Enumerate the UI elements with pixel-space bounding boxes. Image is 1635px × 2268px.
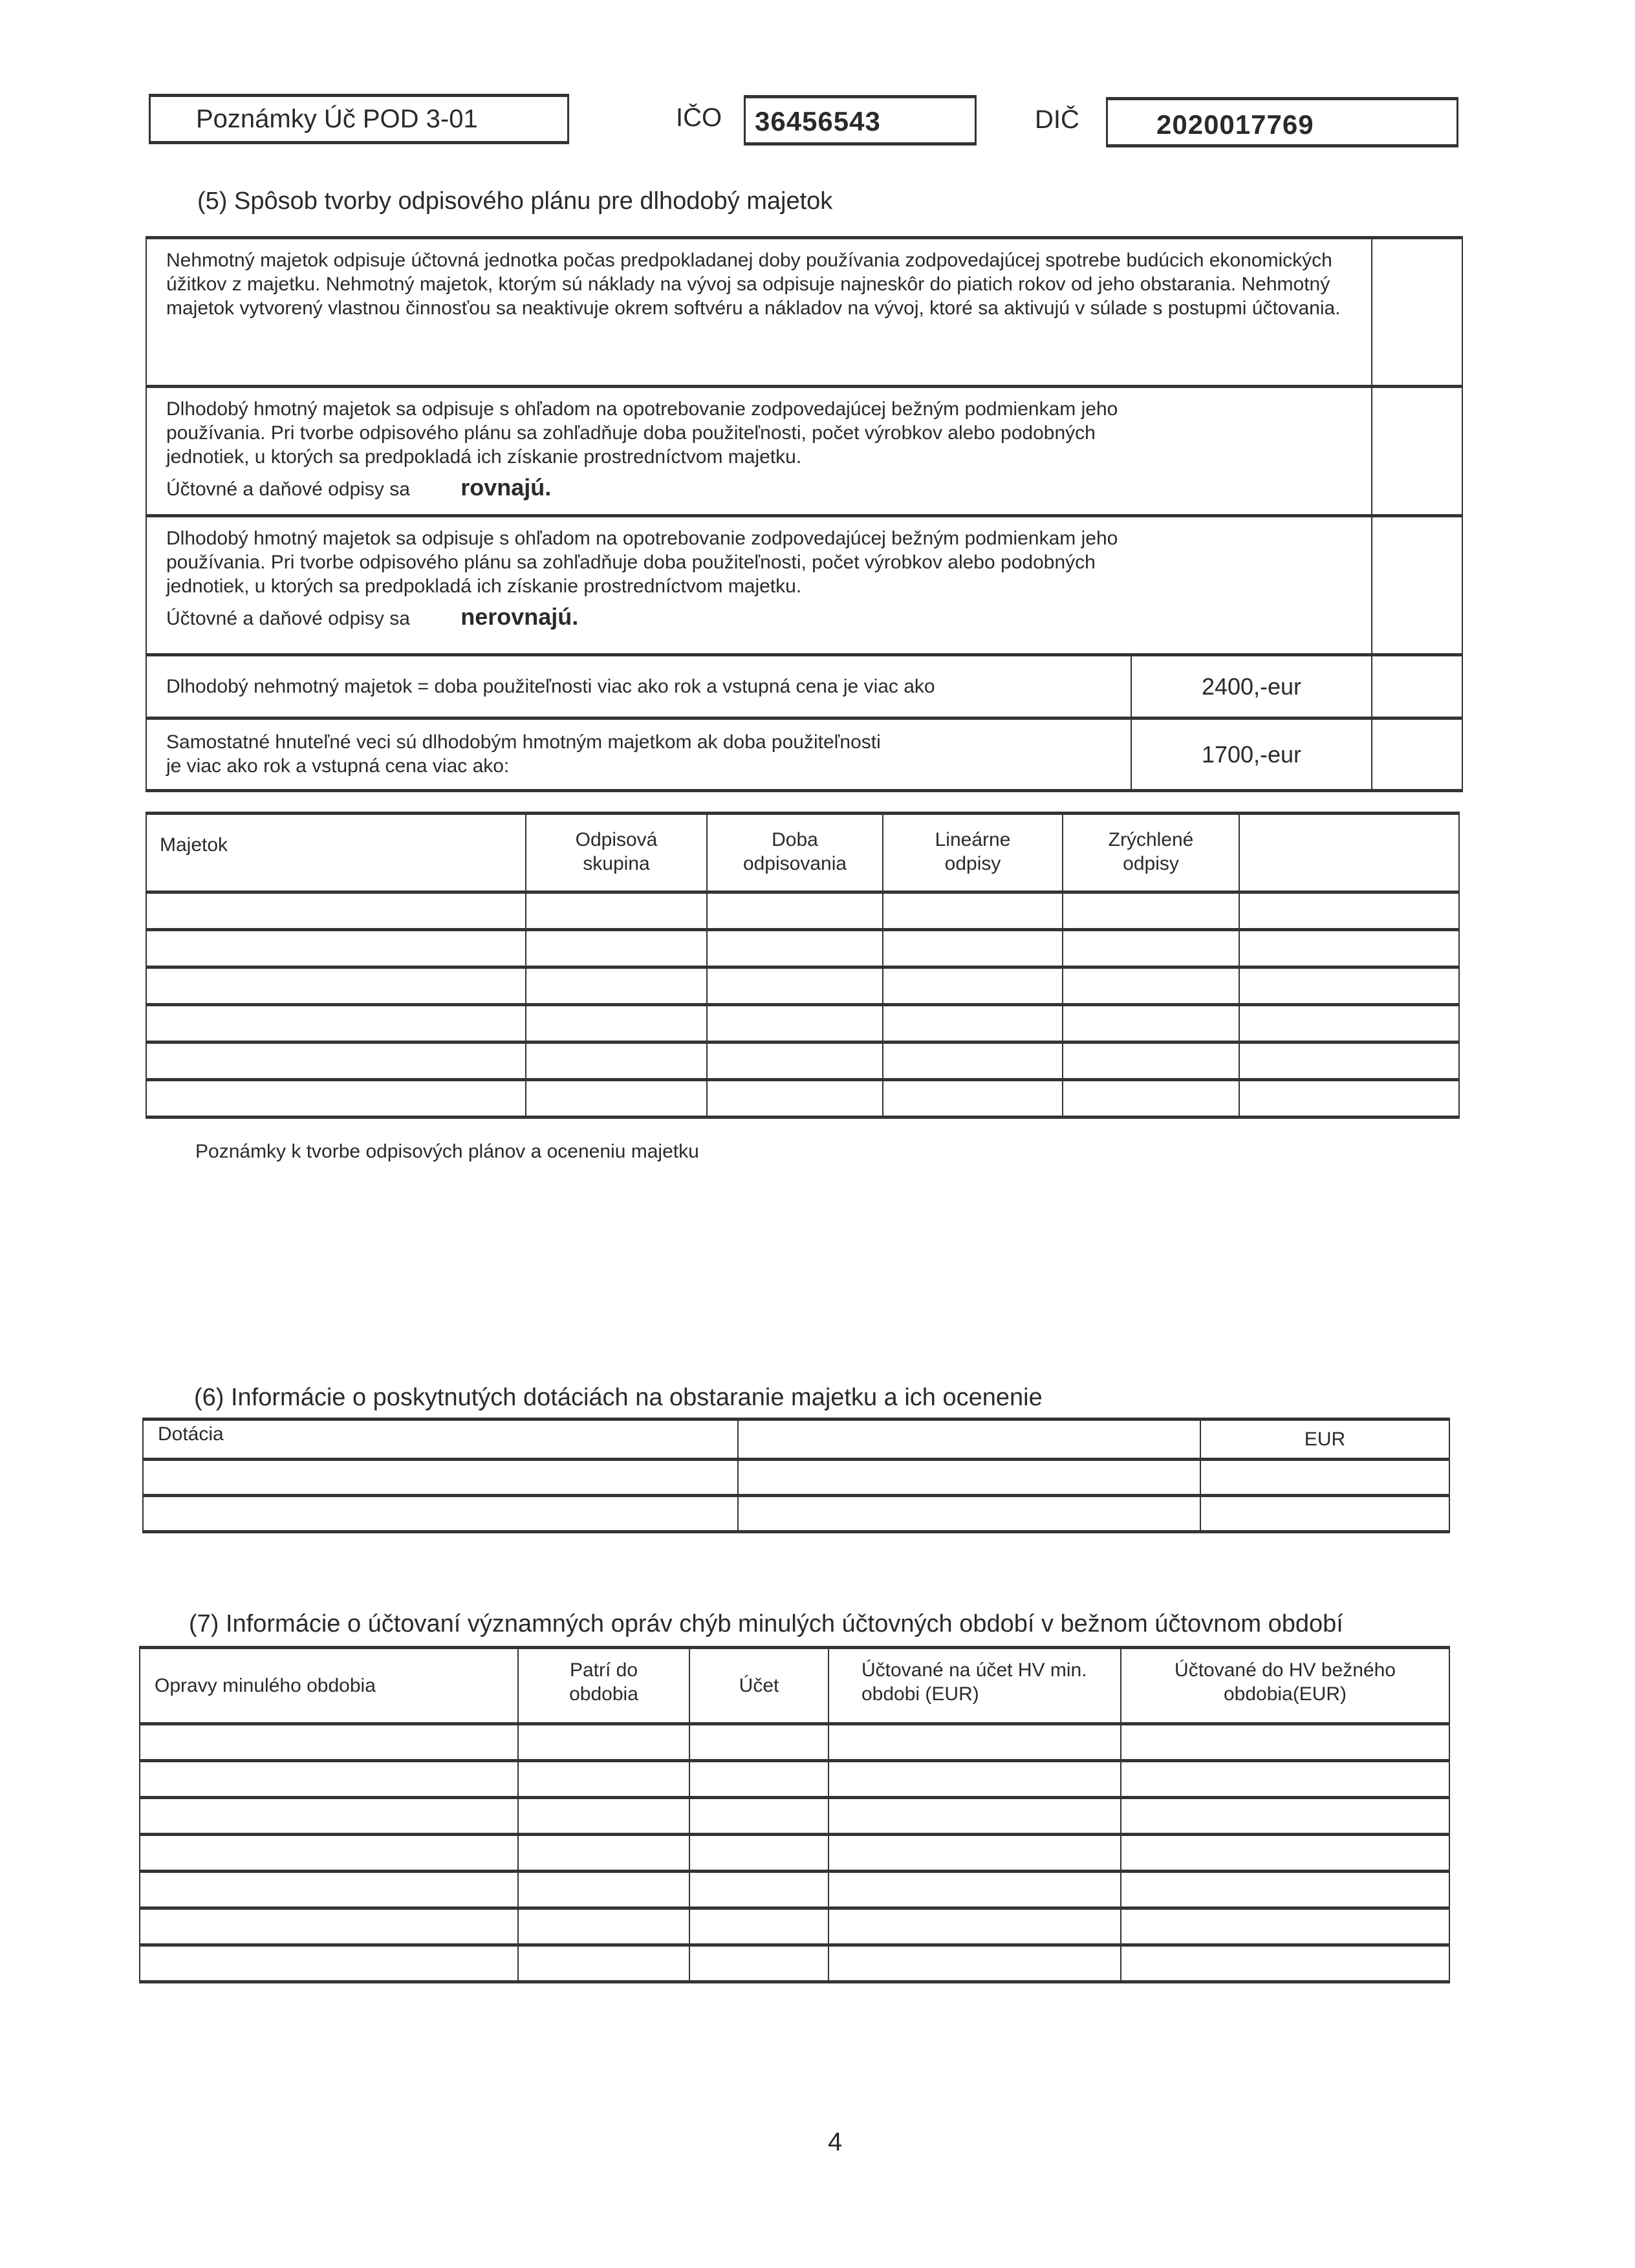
error-corrections-table bbox=[139, 1646, 1450, 1983]
cell[interactable] bbox=[143, 1460, 738, 1496]
cell[interactable] bbox=[1121, 1761, 1449, 1798]
form-label: Poznámky Úč POD 3-01 bbox=[196, 105, 478, 133]
ico-field[interactable] bbox=[744, 95, 977, 146]
section7-title: (7) Informácie o účtovaní významných opráv chýb minulých účtovných období v bežnom účtovnom období bbox=[189, 1610, 1343, 1637]
cell[interactable] bbox=[140, 1835, 518, 1872]
cell[interactable] bbox=[689, 1798, 828, 1835]
cell[interactable] bbox=[1239, 892, 1459, 930]
asset-notes-area[interactable] bbox=[146, 1171, 1458, 1358]
cell[interactable] bbox=[518, 1761, 689, 1798]
ico-label: IČO bbox=[676, 103, 722, 132]
cell[interactable] bbox=[526, 967, 707, 1005]
col-header-dotacia: Dotácia bbox=[143, 1420, 738, 1460]
col-header-zrychlene-odpisy-text: Zrýchlené odpisy bbox=[1108, 829, 1194, 874]
cell[interactable] bbox=[689, 1761, 828, 1798]
col-header-eur: EUR bbox=[1200, 1420, 1449, 1460]
cell[interactable] bbox=[518, 1835, 689, 1872]
cell[interactable] bbox=[707, 1005, 883, 1042]
option-equal-prefix: Účtovné a daňové odpisy sa bbox=[166, 479, 410, 500]
section6-title: (6) Informácie o poskytnutých dotáciách na obstaranie majetku a ich ocenenie bbox=[194, 1384, 1043, 1411]
cell[interactable] bbox=[526, 1005, 707, 1042]
cell[interactable] bbox=[1063, 892, 1239, 930]
table-row bbox=[146, 1080, 1459, 1118]
cell[interactable] bbox=[1121, 1945, 1449, 1982]
tangible-threshold-check[interactable] bbox=[1372, 718, 1462, 791]
option-equal-checkbox[interactable] bbox=[1372, 387, 1462, 516]
col-header-uctovane-bezne-text: Účtované do HV bežného obdobia(EUR) bbox=[1175, 1659, 1396, 1705]
col-header-patri-do-obdobia-text: Patrí do obdobia bbox=[569, 1659, 638, 1705]
table-row bbox=[146, 1005, 1459, 1042]
cell[interactable] bbox=[146, 930, 526, 967]
table-row bbox=[140, 1945, 1449, 1982]
intangible-threshold-value[interactable]: 2400,-eur bbox=[1131, 655, 1372, 718]
option-equal-cell bbox=[146, 387, 1372, 516]
cell[interactable] bbox=[707, 1042, 883, 1080]
cell[interactable] bbox=[526, 930, 707, 967]
cell[interactable] bbox=[518, 1908, 689, 1945]
cell[interactable] bbox=[518, 1798, 689, 1835]
cell[interactable] bbox=[1063, 967, 1239, 1005]
table-row bbox=[146, 967, 1459, 1005]
dic-field[interactable] bbox=[1106, 97, 1458, 147]
cell[interactable] bbox=[1063, 1042, 1239, 1080]
cell[interactable] bbox=[146, 1042, 526, 1080]
cell[interactable] bbox=[707, 1080, 883, 1118]
col-header-opravy: Opravy minulého obdobia bbox=[140, 1648, 518, 1724]
cell[interactable] bbox=[1121, 1908, 1449, 1945]
table-row bbox=[140, 1872, 1449, 1908]
cell[interactable] bbox=[883, 892, 1063, 930]
cell[interactable] bbox=[828, 1945, 1121, 1982]
intangible-threshold-check[interactable] bbox=[1372, 655, 1462, 718]
option-unequal-prefix: Účtovné a daňové odpisy sa bbox=[166, 608, 410, 629]
cell[interactable] bbox=[883, 1005, 1063, 1042]
col-header-ucet: Účet bbox=[689, 1648, 828, 1724]
cell[interactable] bbox=[518, 1945, 689, 1982]
cell[interactable] bbox=[828, 1872, 1121, 1908]
option-unequal-checkbox[interactable] bbox=[1372, 516, 1462, 655]
depreciation-method-table bbox=[146, 236, 1463, 792]
cell[interactable] bbox=[518, 1724, 689, 1761]
cell[interactable] bbox=[140, 1724, 518, 1761]
cell[interactable] bbox=[1063, 930, 1239, 967]
dic-value: 2020017769 bbox=[1156, 109, 1314, 140]
table-row bbox=[143, 1460, 1449, 1496]
cell[interactable] bbox=[689, 1872, 828, 1908]
cell[interactable] bbox=[140, 1872, 518, 1908]
cell[interactable] bbox=[738, 1460, 1200, 1496]
cell[interactable] bbox=[526, 892, 707, 930]
subsidies-table bbox=[142, 1418, 1450, 1533]
cell[interactable] bbox=[1121, 1872, 1449, 1908]
cell[interactable] bbox=[1200, 1496, 1449, 1532]
col-header-odpisova-skupina bbox=[526, 814, 707, 892]
cell[interactable] bbox=[707, 930, 883, 967]
tangible-threshold-label-2: je viac ako rok a vstupná cena viac ako: bbox=[166, 755, 510, 777]
col-header-extra bbox=[1239, 814, 1459, 892]
option-unequal-emphasis: nerovnajú. bbox=[460, 603, 579, 630]
dic-label: DIČ bbox=[1035, 105, 1079, 134]
table-row bbox=[140, 1724, 1449, 1761]
table-row bbox=[146, 892, 1459, 930]
cell[interactable] bbox=[1239, 1042, 1459, 1080]
intangible-policy-text: Nehmotný majetok odpisuje účtovná jednotka počas predpokladanej doby používania zodpovedajúcej spotrebe budúcich ekonomických úžitkov z majetku. Nehmotný majetok, ktorým sú náklady na vývoj sa odpisuje najneskôr do piatich rokov od jeho obstarania. Nehmotný majetok vytvorený vlastnou činnosťou sa neaktivuje okrem softvéru a nákladov na vývoj, ktoré sa aktivujú v súlade s postupmi účtovania. bbox=[146, 238, 1372, 387]
intangible-policy-check[interactable] bbox=[1372, 238, 1462, 387]
cell[interactable] bbox=[146, 967, 526, 1005]
cell[interactable] bbox=[828, 1798, 1121, 1835]
cell[interactable] bbox=[883, 967, 1063, 1005]
ico-value: 36456543 bbox=[755, 106, 881, 136]
cell[interactable] bbox=[707, 967, 883, 1005]
cell[interactable] bbox=[526, 1042, 707, 1080]
option-unequal-cell bbox=[146, 516, 1372, 655]
cell[interactable] bbox=[707, 892, 883, 930]
table-row bbox=[140, 1908, 1449, 1945]
cell[interactable] bbox=[1239, 1005, 1459, 1042]
tangible-threshold-value[interactable]: 1700,-eur bbox=[1131, 718, 1372, 791]
cell[interactable] bbox=[883, 930, 1063, 967]
table-row bbox=[146, 1042, 1459, 1080]
cell[interactable] bbox=[1121, 1798, 1449, 1835]
cell[interactable] bbox=[883, 1080, 1063, 1118]
cell[interactable] bbox=[1200, 1460, 1449, 1496]
cell[interactable] bbox=[689, 1835, 828, 1872]
cell[interactable] bbox=[828, 1761, 1121, 1798]
cell[interactable] bbox=[518, 1872, 689, 1908]
cell[interactable] bbox=[140, 1798, 518, 1835]
cell[interactable] bbox=[828, 1835, 1121, 1872]
cell[interactable] bbox=[689, 1945, 828, 1982]
intangible-threshold-label: Dlhodobý nehmotný majetok = doba použiteľnosti viac ako rok a vstupná cena je viac ako bbox=[146, 655, 1131, 718]
col-header-zrychlene-odpisy bbox=[1063, 814, 1239, 892]
col-header-patri-do-obdobia bbox=[518, 1648, 689, 1724]
cell[interactable] bbox=[689, 1908, 828, 1945]
cell[interactable] bbox=[828, 1908, 1121, 1945]
col-header-doba-odpisovania bbox=[707, 814, 883, 892]
cell[interactable] bbox=[738, 1496, 1200, 1532]
tangible-threshold-label-1: Samostatné hnuteľné veci sú dlhodobým hmotným majetkom ak doba použiteľnosti bbox=[166, 731, 881, 753]
col-header-uctovane-min bbox=[828, 1648, 1121, 1724]
col-header-uctovane-bezne bbox=[1121, 1648, 1449, 1724]
col-header-doba-odpisovania-text: Doba odpisovania bbox=[742, 829, 847, 874]
col-header-linearne-odpisy bbox=[883, 814, 1063, 892]
cell[interactable] bbox=[146, 892, 526, 930]
page-number: 4 bbox=[828, 2128, 843, 2156]
cell[interactable] bbox=[140, 1761, 518, 1798]
asset-notes-label: Poznámky k tvorbe odpisových plánov a oceneniu majetku bbox=[195, 1141, 699, 1162]
option-unequal-text: Dlhodobý hmotný majetok sa odpisuje s ohľadom na opotrebovanie zodpovedajúcej bežným podmienkam jeho používania. Pri tvorbe odpisového plánu sa zohľadňuje doba použiteľnosti, počet výrobkov alebo podobných jednotiek, u ktorých sa predpokladá ich získanie prostredníctvom majetku. bbox=[166, 528, 1118, 597]
cell[interactable] bbox=[1121, 1724, 1449, 1761]
section5-title: (5) Spôsob tvorby odpisového plánu pre dlhodobý majetok bbox=[197, 188, 833, 215]
col-header-blank bbox=[738, 1420, 1200, 1460]
cell[interactable] bbox=[146, 1005, 526, 1042]
cell[interactable] bbox=[1063, 1080, 1239, 1118]
tangible-threshold-cell bbox=[146, 718, 1131, 791]
cell[interactable] bbox=[140, 1945, 518, 1982]
col-header-linearne-odpisy-text: Lineárne odpisy bbox=[935, 829, 1011, 874]
col-header-majetok: Majetok bbox=[146, 814, 526, 892]
form-label-box bbox=[149, 94, 569, 144]
col-header-odpisova-skupina-text: Odpisová skupina bbox=[575, 829, 658, 874]
cell[interactable] bbox=[1121, 1835, 1449, 1872]
option-equal-text: Dlhodobý hmotný majetok sa odpisuje s ohľadom na opotrebovanie zodpovedajúcej bežným podmienkam jeho používania. Pri tvorbe odpisového plánu sa zohľadňuje doba použiteľnosti, počet výrobkov alebo podobných jednotiek, u ktorých sa predpokladá ich získanie prostredníctvom majetku. bbox=[166, 398, 1118, 468]
cell[interactable] bbox=[146, 1080, 526, 1118]
cell[interactable] bbox=[526, 1080, 707, 1118]
option-equal-emphasis: rovnajú. bbox=[460, 474, 552, 501]
table-row bbox=[140, 1798, 1449, 1835]
table-row bbox=[140, 1835, 1449, 1872]
col-header-uctovane-min-text: Účtované na účet HV min. obdobi (EUR) bbox=[861, 1659, 1087, 1705]
table-row bbox=[140, 1761, 1449, 1798]
table-row bbox=[143, 1496, 1449, 1532]
cell[interactable] bbox=[828, 1724, 1121, 1761]
cell[interactable] bbox=[143, 1496, 738, 1532]
cell[interactable] bbox=[140, 1908, 518, 1945]
cell[interactable] bbox=[1239, 1080, 1459, 1118]
cell[interactable] bbox=[1239, 930, 1459, 967]
cell[interactable] bbox=[1239, 967, 1459, 1005]
table-row bbox=[146, 930, 1459, 967]
asset-depreciation-table bbox=[146, 812, 1460, 1119]
cell[interactable] bbox=[883, 1042, 1063, 1080]
cell[interactable] bbox=[689, 1724, 828, 1761]
cell[interactable] bbox=[1063, 1005, 1239, 1042]
